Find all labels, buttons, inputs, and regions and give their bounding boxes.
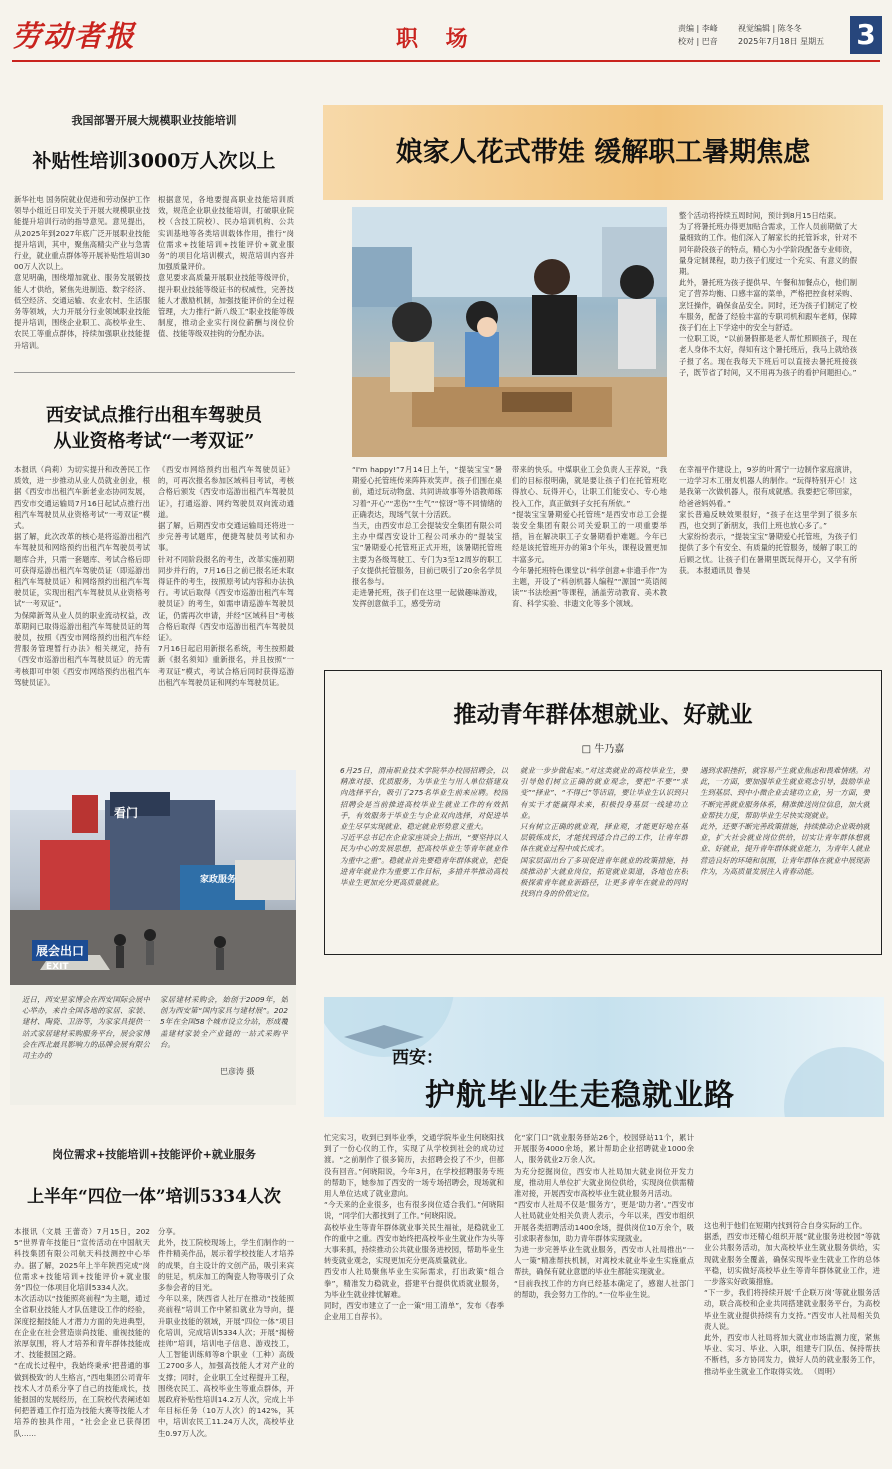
newspaper-logo: 劳动者报 [12, 19, 137, 53]
exhibition-photo [10, 770, 296, 985]
childcare-photo [352, 207, 667, 457]
section-title: 职 场 [396, 26, 478, 52]
article6-col3: 这也利于他们在短期内找到符合自身实际的工作。 据悉，西安市还精心组织开展“就业服务进校园”等就业公共服务活动，加大高校毕业生就业服务供给，实现就业服务全覆盖，确保实现毕业生就业工作的总体平稳，切实做好高校毕业生等青年群体就业工作，进一步落实好政策措施。 “下一步，我们将持续开展‘千企联万岗’等就业服务活动，联合高校和企业共同搭建就业服务平台，为高校毕业生就业提供持续有力支持。”西安市人社局相关负责人说。 此外，西安市人社局将加大就业市场监测力度，紧焦毕业、实习、毕业、入职，组建专门队伍、保持帮扶不断档，多方协同发力，做好人员的就业服务工作，推动毕业生就业工作取得实效。 （周明） [704, 1221, 880, 1376]
divider [14, 372, 295, 373]
photo-caption-b: 家居建材采购会，始创于2009年，始创为西安第“国内家具与建材展”。2025年在全国58个城市设立分站，形成覆盖建材家装全产业链的一站式采购平台。 [160, 995, 288, 1049]
article5-col3: 遇到求职挫折，就容易产生就业焦虑和畏难情绪。对此，一方面，要加强毕业生就业观念引导，鼓励毕业生到基层、到中小微企业去建功立业，另一方面，要不断完善就业服务体系，精准推送岗位信息，加大就业帮扶力度，帮助毕业生尽快实现就业。 此外，还要不断完善政策措施，持续推动企业吸纳就业，扩大社会就业岗位供给，切实让青年群体想就业、好就业，提升青年群体就业能力，为青年人就业营造良好的环境和氛围，让青年群体在就业中展现新作为，为高质量发展注入青春动能。 [700, 766, 870, 876]
article3-headline: 上半年“四位一体”培训5334人次 [27, 1187, 281, 1207]
visual-editor-line: 视觉编辑 | 陈冬冬 [738, 24, 802, 33]
date-line: 2025年7月18日 星期五 [738, 37, 825, 46]
article2-headline-line2: 从业资格考试“一考双证” [53, 431, 255, 452]
article4-col1: “I'm happy!”7月14日上午，“提装宝宝”暑期爱心托管班传来阵阵欢笑声。孩子们围在桌前，通过玩动物盘、共同讲故事等外语教师练习着“开心”“悲伤”“生气”“惊讶”等不同情绪的正确表达，现场气氛十分活跃。 当天，由西安市总工会提装安全集团有限公司主办中煤西安设计工程公司承办的“提装宝宝”暑期爱心托管班正式开班，该暑期托管班主要为各级驾驶工、专门为3至12周岁的职工子女提供托管服务，目前已吸引了20余名学员报名参与。 走进暑托班，孩子们在这里一起做趣味游戏，发挥创意做手工，感受劳动 [352, 465, 502, 609]
proof-line: 校对 | 巴音 [678, 37, 718, 46]
article4-col3-bottom: 在幸福平作建设上，9岁的叶霄宁一边制作家庭演讲，一边学习木工朋友机器人的制作。“玩得特别开心！这是我第一次做机器人，很有成就感。我要把它带回家，给爸爸妈妈看。” 家长普遍反映效果很好，“孩子在这里学到了很多东西，也交到了新朋友，我们上班也放心多了。” 大家纷纷表示，“提装宝宝”暑期爱心托管班，为孩子们提供了多个有安全、有质量的托管服务，缓解了职工的后顾之忧。让孩子们在暑期里既玩得开心，又学有所获。 本报通讯员 鲁昊 [679, 465, 857, 575]
article4-headline: 娘家人花式带娃 缓解职工暑期焦虑 [395, 137, 811, 168]
page-number: 3 [850, 16, 882, 54]
article5-byline: □ 牛乃嘉 [581, 744, 625, 755]
article2-headline [14, 403, 294, 455]
childcare-scene [352, 207, 667, 457]
article1-headline: 补贴性培训3000万人次以上 [32, 150, 276, 172]
masthead-rule [12, 60, 880, 62]
article2-headline-line1: 西安试点推行出租车驾驶员 [46, 405, 262, 426]
article6-headline: 护航毕业生走稳就业路 [425, 1078, 735, 1113]
article6-col2: 化“家门口”就业服务驿站26个，校园驿站11个，累计开展服务4000余场，累计帮助企业招聘就业1000余人，服务就业2万余人次。 为充分挖掘岗位，西安市人社局加大就业岗位开发力度，推动用人单位扩大就业岗位供给，实现岗位供需精准对接，开展西安市高校毕业生就业服务月活动。 “西安市人社局不仅是‘服务方’，更是‘助力者’。”西安市人社局就业处相关负责人表示，今年以来，西安市组织开展各类招聘活动1400余场，提供岗位10万余个，吸引求职者参加，助力青年群体实现就业。 为进一步完善毕业生就业服务，西安市人社局推出“一人一策”精准帮扶机制，对离校未就业毕业生实施重点帮扶，确保有就业意愿的毕业生都能实现就业。 “目前我找工作的方向已经基本确定了，感谢人社部门的帮助，我会努力工作的。”一位毕业生说。 [514, 1133, 694, 1299]
article6-prefix: 西安： [392, 1048, 443, 1068]
article1-col2: 根据意见，各地要提高职业技能培训质效，规范企业职业技能培训，打破职业院校（含技工院校）、民办培训机构、公共实训基地等各类培训载体作用，推行“岗位需求+技能培训+技能评价+就业服务”的项目化培训模式，规范培训内容并加强质量评价。 意见要求高质量开展职业技能等级评价，提升职业技能等级证书的权威性，完善技能人才激励机制，加强技能评价的全过程管理，大力推行“新八级工”职业技能等级制度，推动企业实行岗位薪酬与岗位价值、技能等级双挂钩的分配办法。 [158, 195, 294, 339]
article6-col1: 忙完实习，收到已到毕业季，交通学院毕业生何晓阳找到了一份心仪的工作，实现了从学校到社会的成功过渡。“之前制作了很多简历，去招聘会投了不少，但都没有回音。”何晓阳说，今年3月，在学校招聘服务专班的帮助下，她参加了西安的一场专场招聘会，现场就和用人单位达成了就业意向。 “今天来的企业很多，也有很多岗位适合我们。”何晓阳说，“同学们大都找到了工作。”何晓阳说。 高校毕业生等青年群体就业事关民生福祉，是稳就业工作的重中之重。西安市始终把高校毕业生就业作为头等大事来抓，持续推动公共就业服务进校园，帮助毕业生转变就业观念，实现更加充分更高质量就业。 西安市人社局聚焦毕业生实际需求，打出政策“组合拳”，精准发力稳就业，搭建平台提供优质就业服务，为毕业生就业排忧解难。 同时，西安市建立了一企一策“用工清单”，发布《春季企业用工自荐书》。 [324, 1133, 504, 1322]
photo-caption-a: 近日，西安星家博会在西安国际会展中心举办，来自全国各地的家居、家装、建材、陶瓷、卫浴等，为家家具提供一站式家居建材采购服务平台，展会家博会在西北最具影响力的品牌会展有限公司主办的 [22, 995, 150, 1061]
article2-col2: 《西安市网络预约出租汽车驾驶员证》的，可再次报名参加区域科目考试，考核合格后颁发《西安市巡游出租汽车驾驶员证》，打通巡游、网约驾驶员双向流动通道。 据了解，后期西安市交通运输局还将进一步完善考试题库，便捷驾驶员考试和办事。 针对不同阶段报名的考生，改革实施初期同步并行的，7月16日之前已报名还未取得证件的考生，按照原考试内容和办法执行。考试后取得《西安市巡游出租汽车驾驶员证》的考生，如需申请巡游车驾驶员证，仍需再次申请，并经“区域科目”考核合格后取得《西安市巡游出租汽车驾驶员证》。 7月16日起启用新报名系统，考生按照最新《报名须知》重新报名，并且按照“一考双证”模式，考试合格后同时获得巡游出租汽车驾驶员证和网约车驾驶员证。 [158, 465, 294, 687]
visual-editor-info [738, 22, 824, 48]
photo-credit: 巴彦涛 摄 [220, 1067, 255, 1076]
booth-sign: 看门 [114, 806, 139, 820]
article1-kicker: 我国部署开展大规模职业技能培训 [71, 114, 237, 127]
article1-col1: 新华社电 国务院就业促进和劳动保护工作领导小组近日印发关于开展大规模职业技能提升培训行动的指导意见。意见提出，从2025年到2027年底广泛开展职业技能提升培训，其中，聚焦高精尖产业与急需行业，就业重点群体等开展补贴性培训3000万人次以上。 意见明确，围绕增加就业、服务发展锻技能人才供给，紧焦先进制造、数字经济、低空经济、交通运输、农业农村、生活服务等领域，大力开展分行业领域职业技能提升培训，围绕企业职工、高校毕业生、农民工等重点群体，持续加强职业技能提升培训。 [14, 195, 150, 350]
exit-sign: 展会出口 [32, 940, 88, 961]
article3-col1: 本报讯（文晨 王蕾奇）7月15日，2025“世界青年技能日”宣传活动在中国航天科技集团有限公司航天科技测控中心举办。据了解，2025年上半年陕西完成“岗位需求+技能培训+技能评价+就业服务”四位一体项目化培训5334人次。 本次活动以“技能照亮前程”为主题，通过全省职业技能人才队伍建设工作的经验，深度挖掘技能人才潜力方面的先进典型，在企业在社会营造崇尚技能、重视技能的浓厚氛围，将人才培养和青年群体技能成才、技能报国之路。 “在成长过程中，我始终秉承‘把普通的事做到极致’的人生格言，”西电集团公司青年技术人才员系分享了自己的技能成长，技能报国的发展经历，在工院校代表阐述如何把普通工作打造为技能大赛等技能人才培养的独具作用，“社会企业已获得团队…… [14, 1227, 150, 1438]
booth-sign-2: 家政服务 [200, 875, 237, 885]
article4-col3-top: 整个活动将持续五周时间，预计到8月15日结束。 为了将暑托班办得更加贴合需求，工作人员前期做了大量细致的工作。他们深入了解家长的托管诉求，针对不同年龄段孩子的特点，精心为小学阶段配备专业师资，量身定制课程，助力孩子们度过一个充实、有意义的假期。 此外，暑托班为孩子提供早、午餐和加餐点心，他们制定了营养均衡、口感丰富的菜单，严格把控食材采购、烹饪操作，确保食品安全。同时，还为孩子们制定了校车服务，配备了经验丰富的专职司机和跟车老师，保障孩子们在上下学途中的安全与舒适。 一位职工说，“以前暑假都是老人帮忙照顾孩子，现在老人身体不太好，得知有这个暑托班后，我马上就给孩子报了名。现在我每天下班后可以直接去暑托班接孩子，既节省了时间，又不用再为孩子的看护问题担心。” [679, 211, 857, 377]
exit-sign-sub: EXIT [46, 962, 69, 972]
article2-col1: 本报讯（尚莉）为切实提升和改善民工作质效，进一步推动从业人员就业创业，根据《西安市出租汽车新老业态协同发展，西安市交通运输局7月16日起试点推行出租汽车驾驶员从业资格考试“一考双证”模式。 据了解，此次改革的核心是将巡游出租汽车驾驶员和网络预约出租汽车驾驶员考试题库合并，只需一套题库、考试合格后即可获得巡游出租汽车驾驶员证（即巡游出租汽车驾驶员证）和网络预约出租汽车驾驶员证，实现出租汽车驾驶员从业资格考试“一考双证”。 为保障新驾从业人员的职业流动权益，改革期间已取得巡游出租汽车驾驶员证的驾驶员，按照《西安市网络预约出租汽车经营服务管理暂行办法》相关规定，持有《西安市巡游出租汽车驾驶员证》的无需考核即可申领《西安市网络预约出租汽车驾驶员证》。 [14, 465, 150, 687]
article4-col2: 带来的快乐。中煤职业工会负责人王荐说，“我们的目标很明确，就是要让孩子们在托管班吃得放心、玩得开心，让职工们能安心、专心地投入工作，真正做到子女托有所依。” “提装宝宝暑期爱心托管班”是西安市总工会提装安全集团有限公司关爱职工的一项重要举措，旨在解决职工子女暑期看护难题。今年已经是该托管班开办的第3个年头，课程设置更加丰富多元。 今年暑托班特色课堂以“科学创意+非遗手作”为主题，开设了“科创机器人编程”“源国”“英语阅读”“书法绘画”等课程，涵盖劳动教育、美术教育、科学实验、非遗文化等多个领域。 [512, 465, 667, 609]
article5-col2: 就业一步步做起来。”对这类就业的高校毕业生，要引导他们树立正确的就业观念，要把“不要”“求变”“择业”、“不得已”等话语，要让毕业生认识到只有实干才能赢得未来，积极投身基层一线建功立业。 只有树立正确的就业观，择业观，才能更好地在基层锻炼成长，才能找到适合自己的工作，让青年群体在就业过程中成长成才。 国家层面出台了多项促进青年就业的政策措施，持续推动扩大就业岗位，拓宽就业渠道，各地也在积极探索青年就业新路径，让更多青年在就业的同时找到自身的价值定位。 [520, 766, 688, 899]
article5-headline: 推动青年群体想就业、好就业 [453, 701, 753, 728]
editor-info [678, 22, 718, 48]
article3-col2: 分享。 此外，技工院校现场上，学生们制作的一件件精美作品，展示着学校技能人才培养的成果，自主设计的文创产品，吸引来宾的驻足，机床加工的陶瓷人物等吸引了众多参会者的目光。 今年以来，陕西省人社厅在推动“技能照亮前程”培训工作中紧扣就业为导向，提升职业技能的领域，开展“四位一体”项目化培训，完成培训5334人次；开展“揭榜挂帅”培训，培训电子信息、游戏技工，人工智能训练师等8个职业（工种）高级工2700多人，加强高技能人才对产业的支撑；同时，企业职工全过程提升工程，围绕农民工、高校毕业生等重点群体，开展政府补贴性培训14.2万人次，完成上半年目标任务（10万人次）的142%，其中，培训农民工11.24万人次，高校毕业生0.97万人次。 [158, 1227, 294, 1438]
editor-line: 责编 | 李峰 [678, 24, 718, 33]
article3-kicker: 岗位需求+技能培训+技能评价+就业服务 [52, 1148, 256, 1161]
article5-col1: 6月25日，渭南职业技术学院举办校园招聘会，以精准对接、优质服务，为毕业生与用人单位搭建双向选择平台，吸引了275名毕业生前来应聘。校园招聘会是当前推进高校毕业生就业工作的有效抓手，有效服务于毕业生与企业双向选择，对促进毕业生尽早实现就业、稳定就业形势意义重大。 习近平总书记在企业家座谈会上指出，“要坚持以人民为中心的发展思想，把高校毕业生等青年就业作为重中之重”。稳就业首先要稳青年群体就业，把促进青年就业作为重要工作目标，多措并举推动高校毕业生更加充分更高质量就业。 [340, 766, 508, 888]
